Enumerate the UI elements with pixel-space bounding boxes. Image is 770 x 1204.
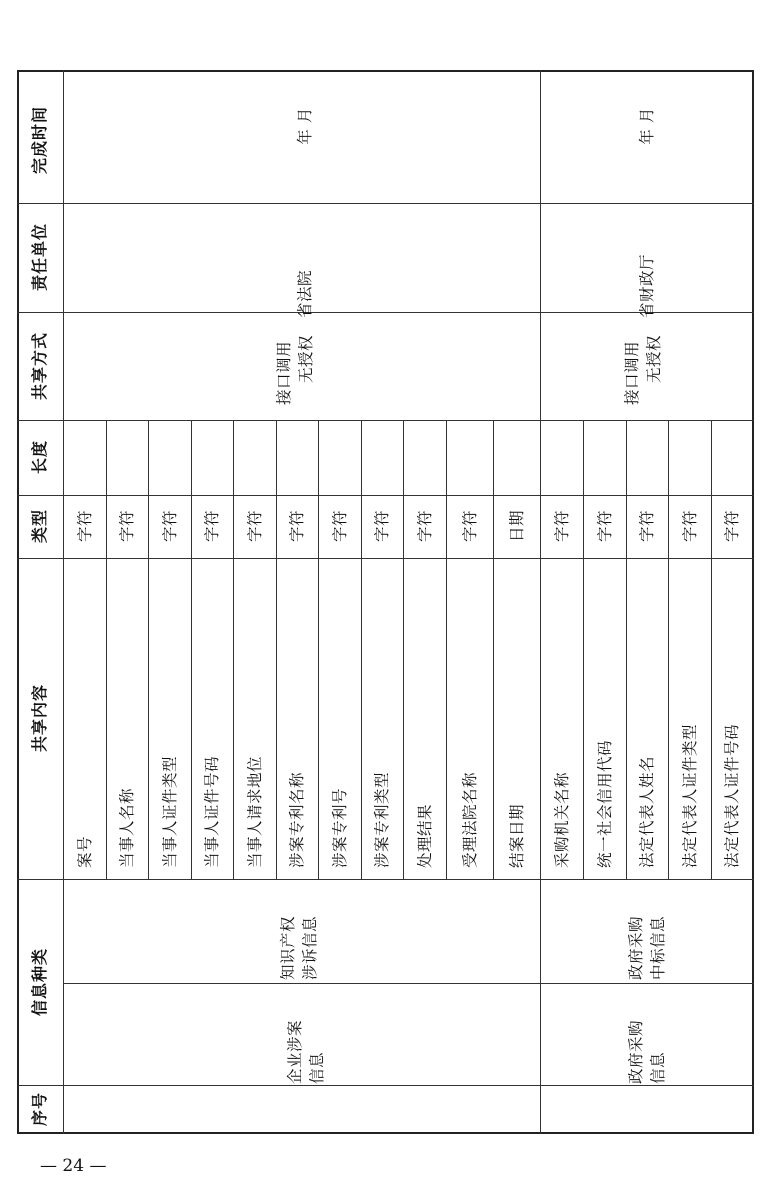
- table-row-type: 字符: [416, 510, 434, 543]
- table-row-type: 字符: [373, 510, 391, 543]
- table-row-content: 结案日期: [508, 803, 526, 868]
- table-row-type: 字符: [118, 510, 136, 543]
- table-row-content: 法定代表人证件类型: [681, 723, 699, 868]
- table-row-type: 日期: [508, 510, 526, 543]
- table-row-content: 涉案专利类型: [373, 771, 391, 868]
- header-type: 类型: [30, 509, 49, 544]
- table-row-type: 字符: [681, 510, 699, 543]
- group2-responsible-unit: 省财政厅: [638, 253, 656, 318]
- sharing-method-line2: 无授权: [645, 334, 663, 383]
- group1-sharing-method: [273, 305, 317, 405]
- page-number: — 24 —: [40, 1156, 107, 1176]
- table-row-content: 当事人证件类型: [161, 755, 179, 868]
- row-divider: [233, 420, 234, 879]
- table-row-content: 采购机关名称: [553, 771, 571, 868]
- header-info-category: 信息种类: [30, 948, 49, 1017]
- table-row-content: 当事人证件号码: [203, 755, 221, 868]
- row-divider: [493, 420, 494, 879]
- table-row-content: 涉案专利号: [331, 787, 349, 868]
- header-shared-content: 共享内容: [30, 684, 49, 753]
- group2-sharing-method: [621, 305, 665, 405]
- table-row-type: 字符: [76, 510, 94, 543]
- category-main-line2: 信息: [308, 1051, 326, 1084]
- table-row-type: 字符: [596, 510, 614, 543]
- group1-category-sub: [277, 880, 321, 980]
- category-sub-line2: 中标信息: [649, 915, 667, 980]
- table-row-type: 字符: [461, 510, 479, 543]
- divider-type-content: [17, 558, 754, 559]
- row-divider: [446, 420, 447, 879]
- header-serial: 序号: [30, 1092, 49, 1127]
- row-divider: [148, 420, 149, 879]
- table-row-type: 字符: [331, 510, 349, 543]
- row-divider: [403, 420, 404, 879]
- row-divider: [106, 420, 107, 879]
- row-divider: [711, 420, 712, 879]
- header-responsible-unit: 责任单位: [30, 223, 49, 292]
- row-divider: [668, 420, 669, 879]
- header-length: 长度: [30, 440, 49, 475]
- sharing-method-line2: 无授权: [297, 334, 315, 383]
- header-completion-time: 完成时间: [30, 106, 49, 175]
- header-sharing-method: 共享方式: [30, 332, 49, 401]
- table-row-type: 字符: [203, 510, 221, 543]
- group2-category-main: [625, 984, 669, 1084]
- row-divider: [583, 420, 584, 879]
- row-divider: [276, 420, 277, 879]
- sharing-method-line1: 接口调用: [623, 340, 641, 405]
- table-row-type: 字符: [246, 510, 264, 543]
- table-row-content: 统一社会信用代码: [596, 739, 614, 868]
- group1-category-main: [284, 984, 328, 1084]
- row-divider: [318, 420, 319, 879]
- table-row-content: 法定代表人证件号码: [723, 723, 741, 868]
- table-row-content: 处理结果: [416, 803, 434, 868]
- table-row-content: 案号: [76, 835, 94, 868]
- table-row-content: 当事人名称: [118, 787, 136, 868]
- group-divider: [540, 70, 541, 1134]
- table-row-content: 涉案专利名称: [288, 771, 306, 868]
- category-main-line1: 政府采购: [627, 1019, 645, 1084]
- group2-completion-time: 年 月: [638, 107, 656, 145]
- sharing-method-line1: 接口调用: [275, 340, 293, 405]
- table-row-content: 受理法院名称: [461, 771, 479, 868]
- table-row-type: 字符: [638, 510, 656, 543]
- header-divider: [63, 70, 64, 1134]
- category-sub-line2: 涉诉信息: [301, 915, 319, 980]
- table-row-content: 法定代表人姓名: [638, 755, 656, 868]
- row-divider: [191, 420, 192, 879]
- table-row-type: 字符: [723, 510, 741, 543]
- table-row-type: 字符: [288, 510, 306, 543]
- divider-category-serial: [17, 1085, 754, 1086]
- group2-category-sub: [625, 880, 669, 980]
- group1-responsible-unit: 省法院: [296, 269, 314, 318]
- category-sub-line1: 政府采购: [627, 915, 645, 980]
- group1-completion-time: 年 月: [296, 107, 314, 145]
- table-row-type: 字符: [161, 510, 179, 543]
- category-main-line1: 企业涉案: [286, 1019, 304, 1084]
- table-row-content: 当事人请求地位: [246, 755, 264, 868]
- divider-method-length: [17, 420, 754, 421]
- row-divider: [626, 420, 627, 879]
- category-sub-line1: 知识产权: [279, 915, 297, 980]
- category-main-line2: 信息: [649, 1051, 667, 1084]
- row-divider: [361, 420, 362, 879]
- table-row-type: 字符: [553, 510, 571, 543]
